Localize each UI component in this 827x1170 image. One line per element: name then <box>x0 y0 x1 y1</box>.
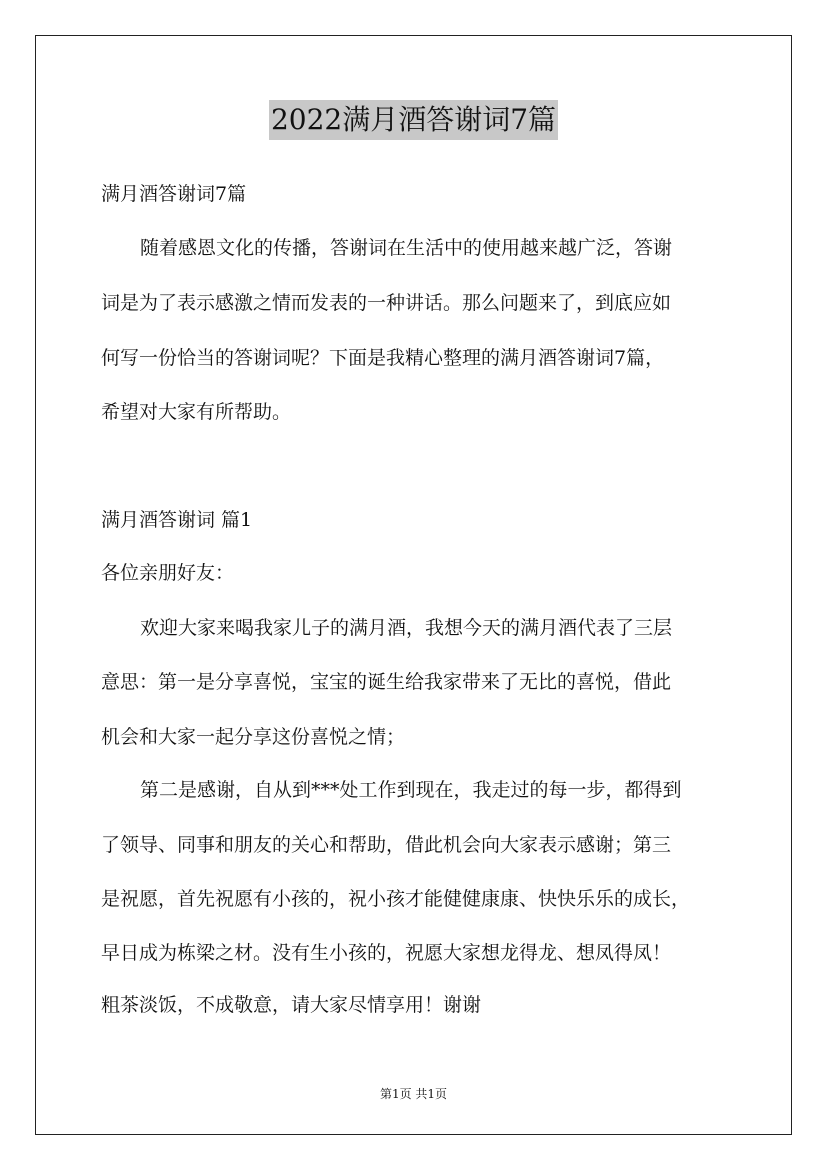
intro-line: 何写一份恰当的答谢词呢？下面是我精心整理的满月酒答谢词7篇， <box>101 347 665 369</box>
paragraph-line: 第二是感谢，自从到***处工作到现在，我走过的每一步，都得到 <box>140 779 682 801</box>
paragraph-line: 意思：第一是分享喜悦，宝宝的诞生给我家带来了无比的喜悦，借此 <box>101 671 672 693</box>
intro-line: 随着感恩文化的传播，答谢词在生活中的使用越来越广泛，答谢 <box>140 237 673 259</box>
intro-line: 希望对大家有所帮助。 <box>101 401 292 423</box>
intro-heading: 满月酒答谢词7篇 <box>101 183 247 205</box>
title-container <box>0 100 827 140</box>
paragraph-line: 粗茶淡饭，不成敬意，请大家尽情享用！谢谢 <box>101 994 482 1016</box>
paragraph-line: 机会和大家一起分享这份喜悦之情； <box>101 726 406 748</box>
salutation: 各位亲朋好友： <box>101 562 235 584</box>
paragraph-line: 欢迎大家来喝我家儿子的满月酒，我想今天的满月酒代表了三层 <box>140 617 673 639</box>
paragraph-line: 了领导、同事和朋友的关心和帮助，借此机会向大家表示感谢；第三 <box>101 834 672 856</box>
page-footer: 第1页 共1页 <box>379 1087 448 1101</box>
paragraph-line: 是祝愿，首先祝愿有小孩的，祝小孩才能健健康康、快快乐乐的成长， <box>101 888 691 910</box>
intro-line: 词是为了表示感激之情而发表的一种讲话。那么问题来了，到底应如 <box>101 292 672 314</box>
document-title: 2022满月酒答谢词7篇 <box>269 100 558 140</box>
paragraph-line: 早日成为栋梁之材。没有生小孩的，祝愿大家想龙得龙、想凤得凤！ <box>101 942 672 964</box>
section-heading: 满月酒答谢词 篇1 <box>101 509 253 531</box>
